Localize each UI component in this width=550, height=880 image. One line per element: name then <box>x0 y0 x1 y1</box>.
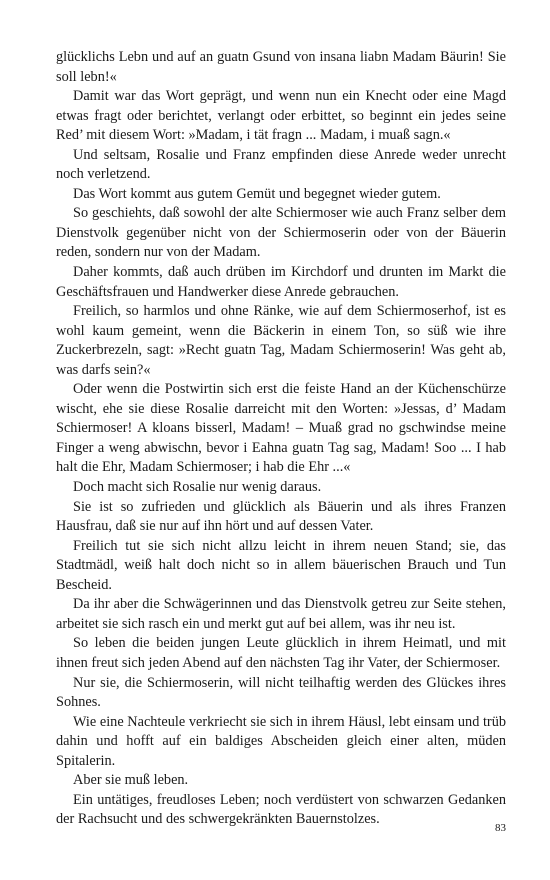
paragraph: Aber sie muß leben. <box>73 772 189 789</box>
paragraph: Und seltsam, Rosalie und Franz empfinden diese Anrede weder unrecht noch verletzend. <box>56 146 506 183</box>
paragraph: glücklichs Lebn und auf an guatn Gsund von insana liabn Madam Bäurin! Sie soll lebn!« <box>56 49 506 85</box>
paragraph: Damit war das Wort geprägt, und wenn nun ein Knecht oder eine Magd etwas fragt oder berichtet, verlangt oder erbittet, so beginnt ein jedes seine Red’ mit diesem Wort: »Madam, i tät fragn ... Madam, i muaß sagn.« <box>56 88 506 144</box>
paragraph: Daher kommts, daß auch drüben im Kirchdorf und drunten im Markt die Geschäftsfrauen und Handwerker diese Anrede gebrauchen. <box>56 264 506 300</box>
paragraph: So geschiehts, daß sowohl der alte Schiermoser wie auch Franz selber dem Dienstvolk gegenüber nicht von der Schiermoserin oder von der Bäuerin reden, sondern nur von der Madam. <box>56 205 506 261</box>
paragraph: Sie ist so zufrieden und glücklich als Bäuerin und als ihres Franzen Hausfrau, daß sie nur auf ihn hört und auf dessen Vater. <box>56 498 506 535</box>
paragraph: Nur sie, die Schiermoserin, will nicht teilhaftig werden des Glückes ihres Sohnes. <box>56 674 506 711</box>
body-text <box>56 48 506 830</box>
paragraph: So leben die beiden jungen Leute glücklich in ihrem Heimatl, und mit ihnen freut sich jeden Abend auf den nächsten Tag ihr Vater, der Schiermoser. <box>56 635 506 671</box>
paragraph: Das Wort kommt aus gutem Gemüt und begegnet wieder gutem. <box>73 185 441 202</box>
paragraph: Oder wenn die Postwirtin sich erst die feiste Hand an der Küchenschürze wischt, ehe sie diese Rosalie darreicht mit den Worten: »Jessas, d’ Madam Schiermoser! A kloans bisserl, Madam! – Muaß grad no gschwindse meine Finger a weng abwischn, bevor i Eahna guatn Tag sag, Madam! Soo ... I hab halt die Ehr, Madam Schiermoser; i hab die Ehr ...« <box>56 381 506 476</box>
paragraph: Ein untätiges, freudloses Leben; noch verdüstert von schwarzen Gedanken der Rachsucht und des schwergekränkten Bauernstolzes. <box>56 791 506 828</box>
paragraph: Freilich tut sie sich nicht allzu leicht in ihrem neuen Stand; sie, das Stadtmädl, weiß halt doch nicht so in allem bäuerischen Brauch und Tun Bescheid. <box>56 537 506 593</box>
paragraph: Freilich, so harmlos und ohne Ränke, wie auf dem Schiermoserhof, ist es wohl kaum gemeint, wenn die Bäckerin in einem Ton, so süß wie ihre Zuckerbrezeln, sagt: »Recht guatn Tag, Madam Schiermoserin! Was geht ab, was darfs sein?« <box>56 303 506 378</box>
paragraph: Wie eine Nachteule verkriecht sie sich in ihrem Häusl, lebt einsam und trüb dahin und hofft auf ein baldiges Abscheiden gleich einer alten, müden Spitalerin. <box>56 713 506 769</box>
paragraph: Da ihr aber die Schwägerinnen und das Dienstvolk getreu zur Seite stehen, arbeitet sie sich rasch ein und merkt gut auf bei allem, was ihr neu ist. <box>56 596 506 632</box>
paragraph: Doch macht sich Rosalie nur wenig daraus. <box>73 479 322 496</box>
page-number: 83 <box>495 822 506 834</box>
